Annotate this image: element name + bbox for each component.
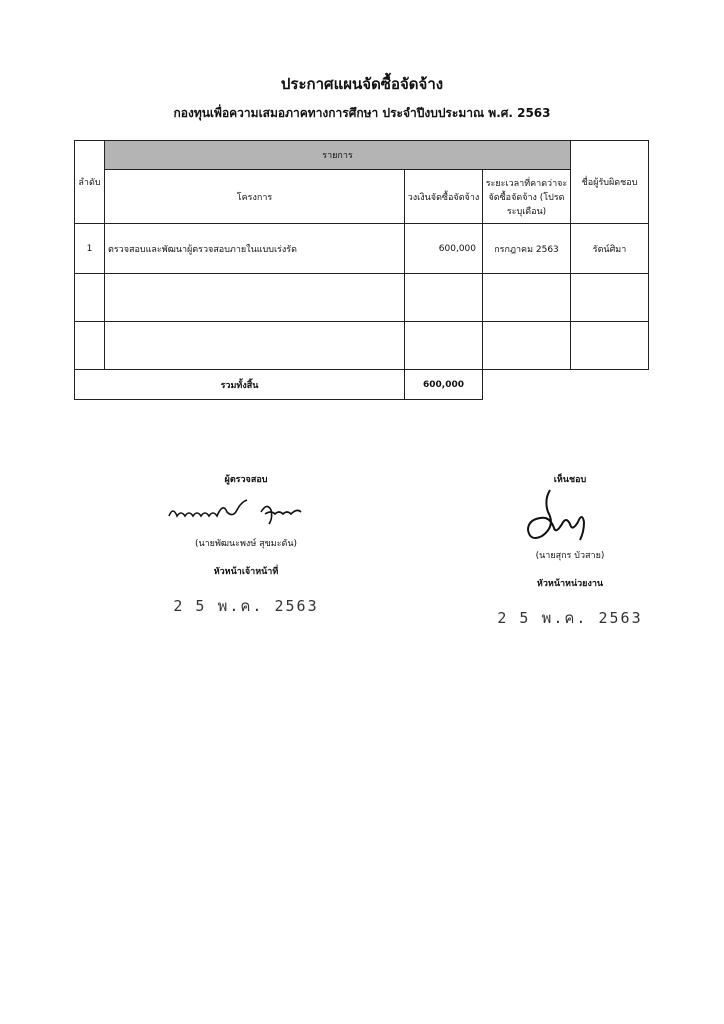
inspector-signature — [161, 486, 331, 536]
approver-position: หัวหน้าหน่วยงาน — [536, 579, 604, 589]
header-no: ลำดับ — [75, 141, 105, 224]
signature-block-approver — [470, 472, 670, 630]
table-row — [75, 224, 649, 274]
header-project: โครงการ — [105, 170, 405, 224]
cell-project: ตรวจสอบและพัฒนาผู้ตรวจสอบภายในแบบเร่งรัด — [105, 224, 405, 274]
header-items-group: รายการ — [105, 141, 571, 170]
header-timeframe: ระยะเวลาที่คาดว่าจะจัดซื้อจัดจ้าง (โปรดระบุเดือน) — [483, 170, 571, 224]
procurement-table — [74, 140, 649, 400]
total-label: รวมทั้งสิ้น — [75, 370, 405, 400]
header-responsible: ชื่อผู้รับผิดชอบ — [571, 141, 649, 224]
header-budget: วงเงินจัดซื้อจัดจ้าง — [405, 170, 483, 224]
signature-block-inspector — [146, 472, 346, 618]
table-row-empty — [75, 322, 649, 370]
approver-name: (นายสุกร บัวสาย) — [535, 551, 605, 561]
approver-date-stamp: 2 5 พ.ค. 2563 — [497, 609, 643, 627]
cell-no: 1 — [75, 224, 105, 274]
procurement-table-container — [74, 140, 649, 400]
cell-responsible: รัตน์ศิมา — [571, 224, 649, 274]
inspector-date-stamp: 2 5 พ.ค. 2563 — [173, 597, 319, 615]
inspector-position: หัวหน้าเจ้าหน้าที่ — [213, 567, 279, 577]
table-total-row — [75, 370, 649, 400]
approver-role: เห็นชอบ — [553, 475, 587, 485]
approver-signature — [510, 486, 630, 548]
table-row-empty — [75, 274, 649, 322]
inspector-name: (นายพัฒนะพงษ์ สุขมะดัน) — [194, 539, 298, 549]
cell-timeframe: กรกฎาคม 2563 — [483, 224, 571, 274]
document-subtitle: กองทุนเพื่อความเสมอภาคทางการศึกษา ประจำปีงบประมาณ พ.ศ. 2563 — [173, 106, 551, 120]
total-value: 600,000 — [405, 370, 483, 400]
cell-budget: 600,000 — [405, 224, 483, 274]
document-title: ประกาศแผนจัดซื้อจัดจ้าง — [280, 75, 444, 93]
inspector-role: ผู้ตรวจสอบ — [224, 475, 268, 485]
